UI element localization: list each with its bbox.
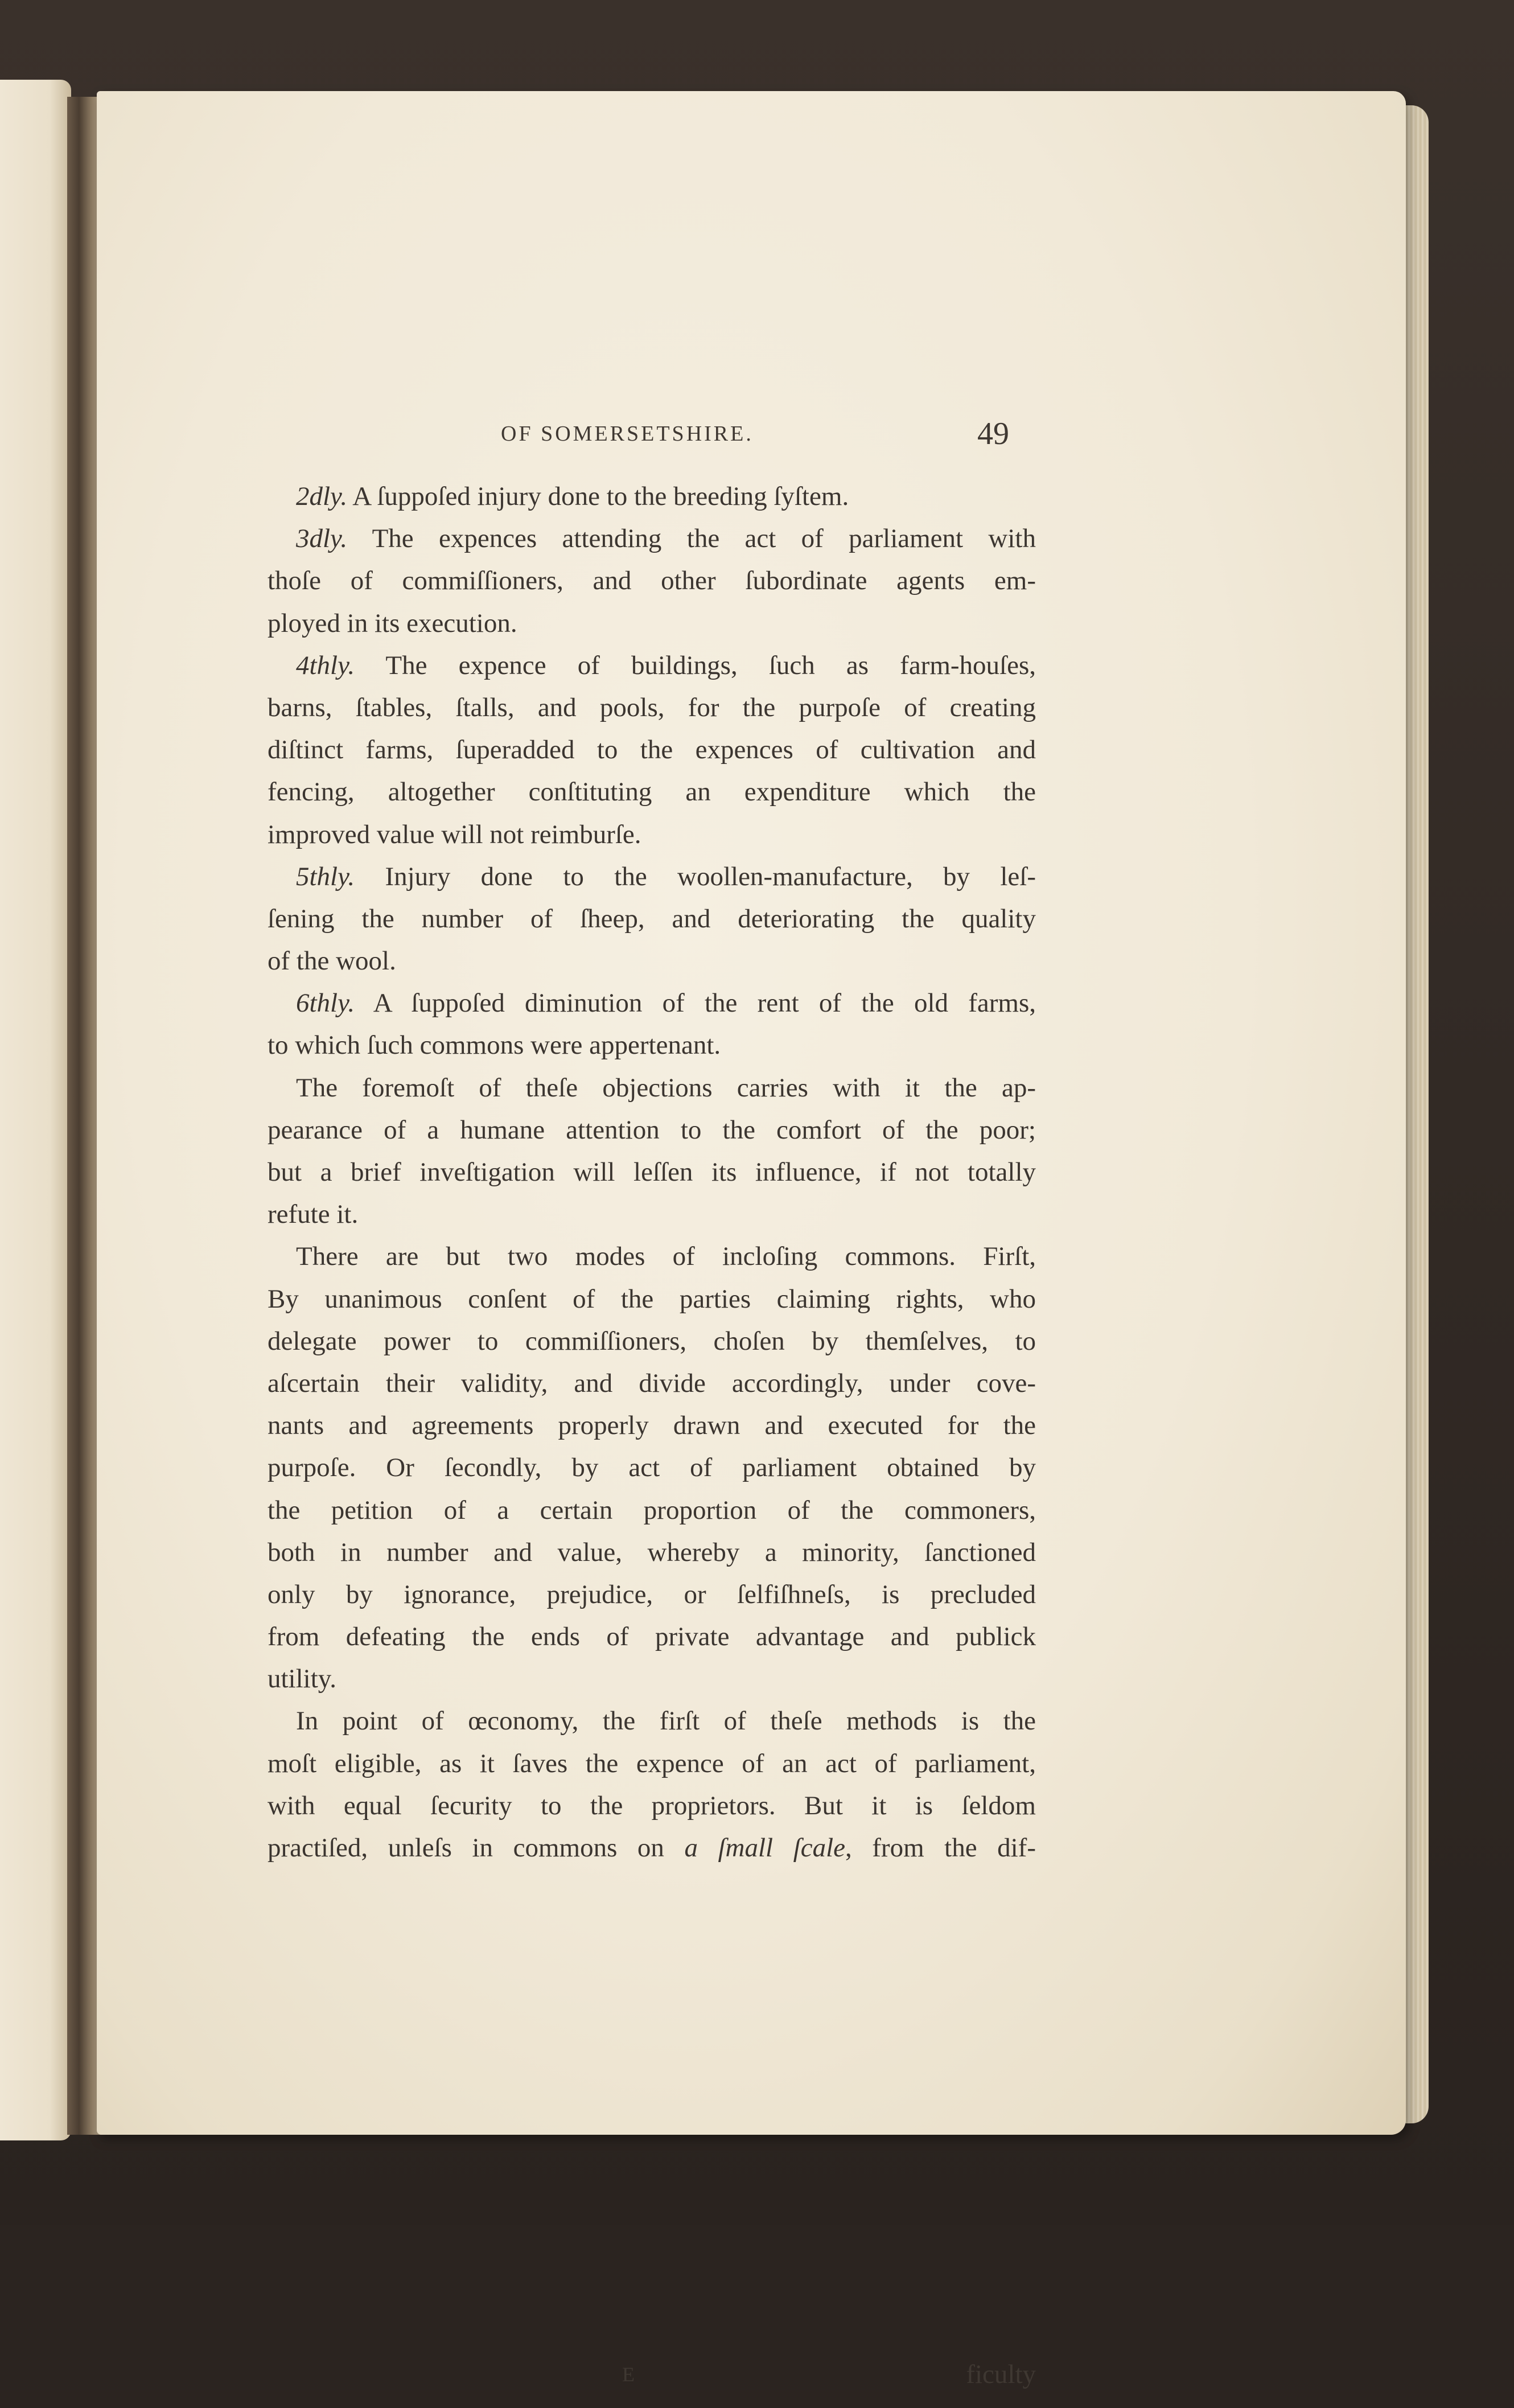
line-text: both in number and value, whereby a minority, ſanctioned: [268, 1537, 1036, 1567]
catchword: ficulty: [966, 2360, 1036, 2389]
line-text: moſt eligible, as it ſaves the expence of an act of parliament,: [268, 1748, 1036, 1778]
text-line: [268, 1151, 1036, 1193]
text-line: [268, 1278, 1036, 1320]
text-line: [268, 1616, 1036, 1658]
enumeration-label: 3dly.: [296, 524, 348, 554]
line-text: By unanimous conſent of the parties claiming rights, who: [268, 1284, 1036, 1314]
line-text: The expence of buildings, ſuch as farm-houſes,: [355, 650, 1036, 680]
text-line: [268, 1489, 1036, 1531]
text-line: [268, 687, 1036, 729]
line-text: utility.: [268, 1664, 336, 1694]
text-line: [268, 729, 1036, 771]
enumeration-label: 4thly.: [296, 650, 355, 680]
text-line: [268, 517, 1036, 560]
line-text: nants and agreements properly drawn and executed for the: [268, 1411, 1036, 1441]
text-line: [268, 1235, 1036, 1277]
line-text: diſtinct farms, ſuperadded to the expences of cultivation and: [268, 735, 1036, 765]
text-line: [268, 1658, 1036, 1700]
italic-phrase: a ſmall ſcale: [684, 1833, 845, 1863]
text-line: [268, 940, 1036, 982]
text-line: [268, 898, 1036, 940]
line-text: aſcertain their validity, and divide accordingly, under cove-: [268, 1368, 1036, 1398]
text-line: [268, 771, 1036, 813]
text-line: [268, 1827, 1036, 1869]
line-text: pearance of a humane attention to the comfort of the poor;: [268, 1115, 1036, 1145]
text-line: [268, 1320, 1036, 1362]
enumeration-label: 5thly.: [296, 861, 355, 891]
line-text: Injury done to the woollen-manufacture, by leſ-: [355, 861, 1036, 891]
previous-page-edge: [0, 80, 71, 2140]
page-header: [268, 330, 1036, 451]
line-text: from defeating the ends of private advantage and publick: [268, 1622, 1036, 1652]
line-text: the petition of a certain proportion of the commoners,: [268, 1495, 1036, 1525]
text-line: [268, 1193, 1036, 1235]
text-line: [268, 1785, 1036, 1827]
text-line: [268, 602, 1036, 644]
enumeration-label: 6thly.: [296, 988, 355, 1018]
text-line: [268, 1109, 1036, 1151]
line-text: practiſed, unleſs in commons on: [268, 1833, 685, 1863]
line-text: but a brief inveſtigation will leſſen its influence, if not totally: [268, 1157, 1036, 1187]
line-text: In point of œconomy, the firſt of theſe methods is the: [296, 1706, 1036, 1736]
book-gutter: [67, 97, 101, 2135]
text-line: [268, 1404, 1036, 1447]
text-line: [268, 560, 1036, 602]
enumeration-label: 2dly.: [296, 482, 348, 511]
signature-mark: E: [622, 2363, 635, 2386]
line-text: A ſuppoſed injury done to the breeding ſyſtem.: [347, 482, 849, 511]
line-text: thoſe of commiſſioners, and other ſubordinate agents em-: [268, 566, 1036, 596]
text-line: [268, 1362, 1036, 1404]
text-line: [268, 1700, 1036, 1742]
text-line: [268, 475, 1036, 517]
page-body: [268, 475, 1036, 1869]
line-text: The foremoſt of theſe objections carries with it the ap-: [296, 1072, 1036, 1103]
line-text: of the wool.: [268, 946, 396, 976]
line-text: purpoſe. Or ſecondly, by act of parliament obtained by: [268, 1453, 1036, 1483]
line-text: A ſuppoſed diminution of the rent of the old farms,: [355, 988, 1036, 1018]
line-text: ployed in its execution.: [268, 608, 517, 638]
text-line: [268, 982, 1036, 1024]
running-head: OF SOMERSETSHIRE.: [501, 422, 754, 446]
line-text: barns, ſtables, ſtalls, and pools, for the purpoſe of creating: [268, 692, 1036, 722]
line-text: improved value will not reimburſe.: [268, 819, 641, 849]
line-text: There are but two modes of incloſing commons. Firſt,: [296, 1242, 1036, 1272]
text-block: [268, 330, 1036, 2389]
line-text: to which ſuch commons were appertenant.: [268, 1030, 721, 1061]
page-number: 49: [977, 416, 1009, 451]
page-footer: [268, 2362, 1036, 2408]
line-text: fencing, altogether conſtituting an expenditure which the: [268, 777, 1036, 807]
line-text-tail: , from the dif-: [845, 1833, 1036, 1863]
line-text: only by ignorance, prejudice, or ſelfiſhneſs, is precluded: [268, 1579, 1036, 1609]
line-text: ſening the number of ſheep, and deteriorating the quality: [268, 903, 1036, 934]
text-line: [268, 856, 1036, 898]
text-line: [268, 1447, 1036, 1489]
book-page: [97, 91, 1406, 2389]
line-text: The expences attending the act of parliament with: [347, 524, 1036, 554]
text-line: [268, 1067, 1036, 1109]
line-text: with equal ſecurity to the proprietors. But it is ſeldom: [268, 1790, 1036, 1821]
line-text: delegate power to commiſſioners, choſen by themſelves, to: [268, 1326, 1036, 1356]
text-line: [268, 1531, 1036, 1573]
text-line: [268, 644, 1036, 687]
text-line: [268, 1573, 1036, 1616]
line-text: refute it.: [268, 1199, 359, 1230]
text-line: [268, 1024, 1036, 1066]
text-line: [268, 813, 1036, 856]
text-line: [268, 1743, 1036, 1785]
